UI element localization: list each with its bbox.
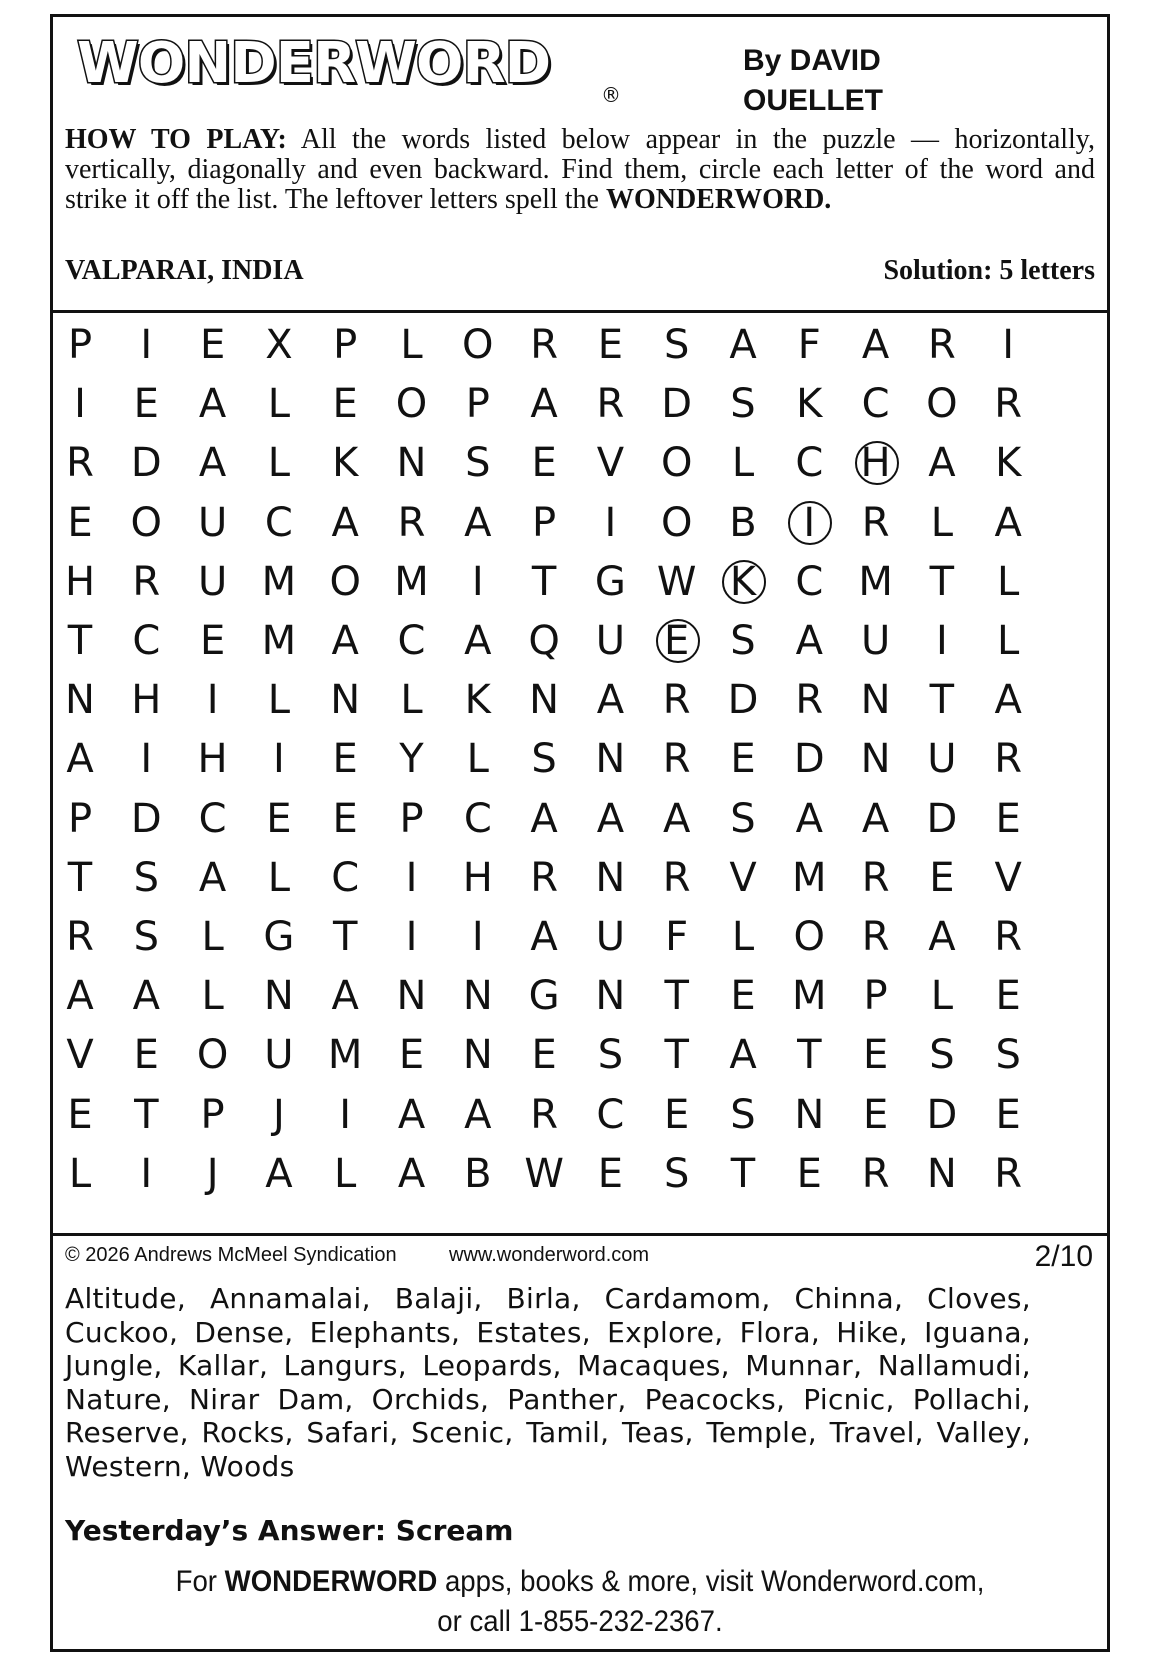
grid-letter: N — [396, 440, 427, 487]
grid-letter: T — [664, 1032, 689, 1079]
grid-letter: R — [994, 914, 1023, 960]
grid-letter: G — [263, 914, 295, 960]
grid-letter: S — [597, 1032, 624, 1079]
grid-letter: P — [333, 322, 358, 368]
grid-letter: A — [464, 1091, 492, 1138]
grid-letter: U — [595, 914, 626, 960]
grid-letter: E — [133, 381, 159, 428]
grid-letter: N — [462, 973, 493, 1020]
grid-letter: L — [997, 618, 1020, 664]
grid-letter: A — [795, 795, 823, 842]
grid-letter: O — [395, 381, 428, 428]
grid-letter: T — [664, 973, 689, 1020]
byline — [743, 41, 963, 121]
yesterdays-answer: Yesterday’s Answer: Scream — [65, 1514, 514, 1547]
grid-letter: L — [930, 499, 954, 546]
grid-letter: A — [66, 973, 94, 1020]
grid-letter: I — [779, 493, 839, 553]
grid-letter: E — [862, 1091, 889, 1138]
grid-letter: I — [1002, 322, 1015, 368]
grid-letter: A — [861, 795, 890, 842]
grid-letter: L — [466, 736, 489, 783]
grid-letter: E — [647, 611, 707, 671]
grid-letter: I — [471, 558, 484, 605]
grid-letter: A — [861, 322, 890, 368]
promo-brand: WONDERWORD — [224, 1565, 438, 1598]
grid-letter: N — [595, 973, 626, 1020]
grid-letter: I — [140, 322, 153, 368]
puzzle-date: 2/10 — [1034, 1240, 1093, 1273]
grid-letter: N — [794, 1091, 825, 1138]
grid-letter: R — [994, 736, 1023, 783]
grid-letter: S — [995, 1032, 1021, 1079]
grid-letter: N — [462, 1032, 493, 1079]
grid-letter: E — [730, 736, 756, 783]
grid-letter: M — [792, 854, 827, 901]
grid-letter: T — [797, 1032, 822, 1079]
grid-letter: I — [604, 499, 617, 546]
grid-letter: E — [67, 499, 93, 546]
grid-letter: P — [532, 499, 557, 546]
grid-letter: T — [730, 1150, 756, 1197]
puzzle-footer — [53, 1236, 1107, 1652]
grid-letter: O — [462, 322, 494, 368]
grid-letter: R — [994, 381, 1023, 428]
grid-letter: V — [66, 1032, 94, 1079]
grid-letter: E — [862, 1032, 889, 1079]
grid-letter: C — [397, 618, 426, 664]
grid-letter: I — [471, 914, 484, 960]
grid-letter: R — [530, 1091, 558, 1138]
grid-letter: N — [65, 677, 95, 724]
grid-letter: R — [132, 558, 161, 605]
puzzle-theme: VALPARAI, INDIA — [65, 255, 304, 286]
grid-letter: J — [206, 1150, 219, 1197]
grid-letter: A — [530, 381, 558, 428]
grid-letter: L — [334, 1150, 357, 1197]
grid-letter: R — [795, 677, 824, 724]
grid-letter: R — [596, 381, 625, 428]
grid-letter: L — [201, 914, 224, 960]
grid-letter: P — [465, 381, 490, 428]
grid-letter: D — [926, 795, 958, 842]
grid-letter: H — [462, 854, 493, 901]
grid-letter: A — [663, 795, 691, 842]
grid-letter: E — [67, 1091, 93, 1138]
grid-letter: U — [197, 499, 228, 546]
grid-letter: R — [662, 854, 691, 901]
grid-letter: A — [397, 1150, 426, 1197]
grid-letter: U — [860, 618, 891, 664]
grid-letter: E — [929, 854, 955, 901]
grid-letter: E — [597, 1150, 624, 1197]
grid-letter: O — [329, 558, 361, 605]
grid-letter: S — [133, 914, 159, 960]
grid-letter: A — [331, 499, 359, 546]
grid-letter: I — [140, 736, 153, 783]
grid-letter: F — [665, 914, 689, 960]
grid-letter: A — [331, 618, 359, 664]
grid-letter: A — [596, 795, 625, 842]
grid-letter: I — [140, 1150, 153, 1197]
grid-letter: S — [929, 1032, 955, 1079]
grid-letter: H — [197, 736, 228, 783]
grid-letter: N — [396, 973, 427, 1020]
grid-letter: R — [994, 1150, 1023, 1197]
grid-letter: N — [860, 677, 891, 724]
grid-letter: M — [261, 558, 297, 605]
promo-text — [95, 1562, 1065, 1642]
grid-letter: Q — [528, 618, 560, 664]
grid-letter: U — [595, 618, 626, 664]
grid-letter: O — [926, 381, 958, 428]
grid-letter: R — [530, 322, 558, 368]
grid-letter: D — [727, 677, 759, 724]
word-list: Altitude, Annamalai, Balaji, Birla, Cardamom, Chinna, Cloves, Cuckoo, Dense, Elephants, Estates, Explore, Flora, Hike, Iguana, Jungle, Kallar, Langurs, Leopards, Macaques, Munnar, Nallamudi, Nature, Nirar Dam, Orchids, Panther, Peacocks, Picnic, Pollachi, Reserve, Rocks, Safari, Scenic, Tamil, Teas, Temple, Travel, Valley, Western, Woods — [65, 1282, 1031, 1483]
grid-letter: E — [995, 973, 1021, 1020]
grid-letter: S — [730, 795, 756, 842]
grid-letter: A — [265, 1150, 293, 1197]
grid-letter: M — [792, 973, 827, 1020]
grid-letter: L — [400, 322, 423, 368]
grid-letter: T — [67, 854, 93, 901]
grid-letter: A — [928, 914, 956, 960]
grid-letter: E — [730, 973, 756, 1020]
grid-letter: K — [713, 552, 773, 612]
grid-letter: L — [400, 677, 423, 724]
grid-letter: V — [729, 854, 757, 901]
grid-letter: M — [394, 558, 429, 605]
grid-letter: E — [597, 322, 624, 368]
grid-letter: A — [596, 677, 625, 724]
grid-letter: E — [266, 795, 292, 842]
grid-letter: I — [339, 1091, 352, 1138]
grid-letter: K — [995, 440, 1022, 487]
grid-letter: L — [930, 973, 954, 1020]
grid-letter: L — [68, 1150, 92, 1197]
solution-length: Solution: 5 letters — [883, 255, 1095, 286]
grid-letter: R — [66, 440, 94, 487]
grid-letter: A — [464, 618, 492, 664]
grid-letter: K — [796, 381, 823, 428]
grid-letter: S — [133, 854, 159, 901]
grid-letter: H — [846, 433, 906, 493]
grid-letter: P — [863, 973, 888, 1020]
grid-letter: D — [130, 440, 162, 487]
grid-letter: C — [198, 795, 227, 842]
promo-line-1: For WONDERWORD apps, books & more, visit Wonderword.com, — [175, 1565, 985, 1598]
grid-letter: E — [531, 1032, 557, 1079]
grid-letter: N — [926, 1150, 957, 1197]
grid-letter: P — [67, 795, 93, 842]
grid-letter: V — [596, 440, 625, 487]
grid-letter: A — [66, 736, 94, 783]
grid-letter: R — [530, 854, 558, 901]
grid-letter: E — [332, 795, 358, 842]
grid-letter: E — [531, 440, 557, 487]
grid-letter: T — [134, 1091, 159, 1138]
grid-letter: M — [327, 1032, 363, 1079]
grid-letter: C — [795, 440, 824, 487]
how-to-text: All the words listed below appear in the puzzle — horizontally, vertically, diagonally and even backward. Find them, circle each letter of the word and strike it off the list. The leftover letters spell the — [65, 124, 1095, 215]
letter-grid — [53, 313, 1107, 1236]
grid-letter: T — [67, 618, 93, 664]
grid-letter: T — [929, 677, 955, 724]
grid-letter: N — [860, 736, 891, 783]
grid-letter: L — [267, 677, 291, 724]
grid-letter: X — [265, 322, 293, 368]
grid-letter: E — [199, 618, 226, 664]
grid-letter: K — [464, 677, 491, 724]
grid-letter: R — [861, 854, 890, 901]
promo-line-2: or call 1-855-232-2367. — [437, 1605, 723, 1638]
grid-letter: I — [405, 914, 418, 960]
grid-letter: M — [858, 558, 893, 605]
grid-letter: P — [200, 1091, 225, 1138]
grid-letter: L — [201, 973, 224, 1020]
website-url[interactable]: www.wonderword.com — [449, 1244, 650, 1266]
grid-letter: A — [729, 1032, 757, 1079]
grid-letter: L — [731, 440, 755, 487]
grid-letter: R — [861, 499, 890, 546]
grid-letter: E — [995, 795, 1021, 842]
grid-letter: R — [662, 677, 691, 724]
grid-letter: U — [264, 1032, 294, 1079]
grid-letter: E — [199, 322, 226, 368]
grid-letter: N — [595, 854, 626, 901]
grid-letter: R — [927, 322, 956, 368]
grid-letter: H — [131, 677, 162, 724]
grid-letter: Y — [399, 736, 424, 783]
grid-letter: E — [398, 1032, 425, 1079]
grid-letter: D — [130, 795, 162, 842]
grid-letter: A — [994, 677, 1022, 724]
grid-letter: L — [267, 381, 291, 428]
grid-letter: E — [664, 1091, 690, 1138]
grid-letter: R — [66, 914, 94, 960]
grid-letter: C — [132, 618, 161, 664]
grid-letter: E — [332, 736, 358, 783]
grid-letter: S — [663, 322, 690, 368]
grid-letter: D — [793, 736, 825, 783]
grid-letter: N — [263, 973, 294, 1020]
grid-letter: M — [261, 618, 297, 664]
grid-letter: A — [729, 322, 757, 368]
grid-letter: D — [661, 381, 693, 428]
grid-letter: I — [935, 618, 948, 664]
grid-letter: I — [272, 736, 285, 783]
registered-mark: ® — [601, 83, 621, 107]
grid-letter: A — [928, 440, 956, 487]
wonderword-logo: WONDERWORD — [77, 31, 551, 96]
grid-letter: L — [267, 440, 291, 487]
grid-letter: S — [663, 1150, 690, 1197]
grid-letter: A — [331, 973, 359, 1020]
grid-letter: C — [463, 795, 492, 842]
grid-letter: N — [595, 736, 626, 783]
puzzle-frame — [50, 14, 1110, 1652]
grid-letter: T — [929, 558, 955, 605]
grid-letter: A — [198, 381, 227, 428]
grid-letter: O — [196, 1032, 229, 1079]
grid-letter: N — [529, 677, 560, 724]
byline-line-1: By DAVID — [743, 44, 881, 77]
grid-letter: R — [662, 736, 691, 783]
grid-letter: S — [730, 1091, 756, 1138]
grid-letter: W — [524, 1150, 564, 1197]
grid-letter: A — [464, 499, 492, 546]
byline-line-2: OUELLET — [743, 84, 883, 117]
grid-letter: C — [596, 1091, 625, 1138]
grid-letter: A — [132, 973, 160, 1020]
how-to-label: HOW TO PLAY: — [65, 124, 287, 155]
grid-letter: B — [729, 499, 757, 546]
grid-letter: U — [197, 558, 228, 605]
grid-letter: R — [397, 499, 426, 546]
grid-letter: G — [528, 973, 560, 1020]
grid-letter: R — [861, 1150, 890, 1197]
grid-letter: O — [660, 499, 693, 546]
grid-letter: S — [730, 381, 756, 428]
grid-letter: V — [994, 854, 1022, 901]
grid-letter: O — [130, 499, 163, 546]
grid-letter: P — [67, 322, 93, 368]
copyright: © 2026 Andrews McMeel Syndication — [65, 1244, 397, 1266]
grid-letter: C — [331, 854, 360, 901]
grid-letter: B — [464, 1150, 492, 1197]
grid-letter: A — [198, 854, 227, 901]
grid-letter: G — [594, 558, 626, 605]
grid-letter: D — [926, 1091, 958, 1138]
grid-letter: L — [731, 914, 755, 960]
how-to-play — [65, 125, 1095, 215]
grid-letter: A — [530, 914, 558, 960]
grid-letter: K — [332, 440, 359, 487]
grid-letter: I — [206, 677, 219, 724]
grid-letter: E — [133, 1032, 159, 1079]
grid-letter: C — [795, 558, 824, 605]
grid-letter: E — [332, 381, 358, 428]
grid-letter: R — [861, 914, 890, 960]
grid-letter: U — [927, 736, 957, 783]
grid-letter: A — [994, 499, 1022, 546]
grid-letter: A — [795, 618, 823, 664]
puzzle-header — [53, 17, 1107, 313]
grid-letter: A — [530, 795, 558, 842]
grid-letter: O — [793, 914, 826, 960]
grid-letter: L — [267, 854, 291, 901]
grid-letter: W — [656, 558, 697, 605]
grid-letter: I — [74, 381, 86, 428]
grid-letter: A — [397, 1091, 426, 1138]
grid-letter: A — [198, 440, 227, 487]
grid-letter: C — [264, 499, 293, 546]
grid-letter: H — [64, 558, 96, 605]
grid-letter: F — [797, 322, 821, 368]
grid-letter: S — [531, 736, 557, 783]
grid-letter: E — [796, 1150, 822, 1197]
grid-letter: P — [399, 795, 424, 842]
grid-letter: O — [660, 440, 693, 487]
grid-letter: T — [531, 558, 557, 605]
grid-letter: J — [272, 1091, 285, 1138]
grid-letter: S — [730, 618, 756, 664]
how-to-end: WONDERWORD. — [605, 184, 832, 215]
grid-letter: C — [861, 381, 890, 428]
grid-letter: L — [997, 558, 1020, 605]
grid-letter: I — [405, 854, 418, 901]
grid-letter: S — [465, 440, 491, 487]
grid-letter: T — [332, 914, 358, 960]
grid-letter: E — [995, 1091, 1021, 1138]
grid-letter: N — [330, 677, 361, 724]
